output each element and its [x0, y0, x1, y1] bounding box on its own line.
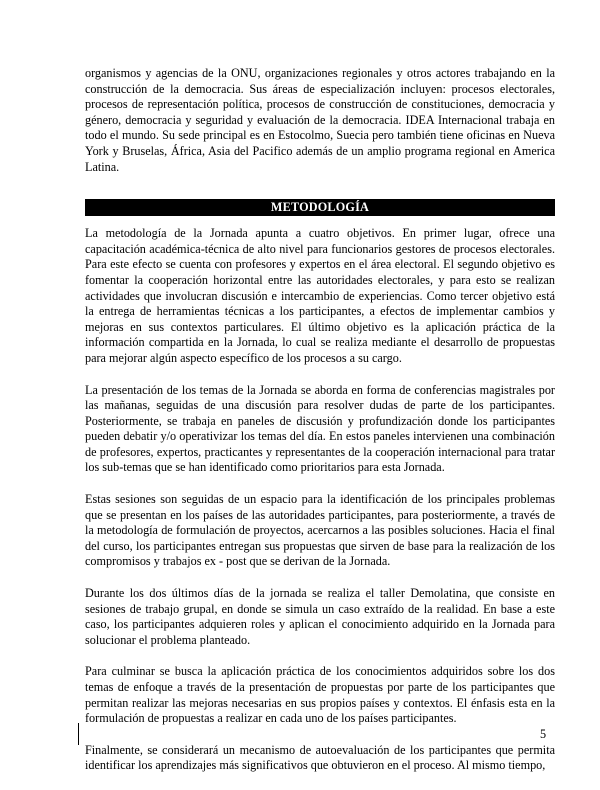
page-number: 5 — [540, 727, 547, 741]
paragraph-workshop: Durante los dos últimos días de la jornada se realiza el taller Demolatina, que consiste en sesiones de trabajo grupal, en donde se simula un caso extraído de la realidad. En base a este caso, los participantes adquieren roles y aplican el conocimiento adquirido en la Jornada para solucionar el problema planteado. — [85, 586, 555, 647]
paragraph-final: Finalmente, se considerará un mecanismo de autoevaluación de los participantes que permita identificar los aprendizajes más significativos que obtuvieron en el proceso. Al mismo tiempo, — [85, 742, 555, 773]
section-title: METODOLOGÍA — [270, 200, 370, 215]
paragraph-culmination: Para culminar se busca la aplicación práctica de los conocimientos adquiridos sobre los dos temas de enfoque a través de la presentación de propuestas por parte de los participantes que permitan realizar las mejoras necesarias en sus propios países y contextos. El énfasis esta en la formulación de propuestas a realizar en cada uno de los países participantes. — [85, 664, 555, 726]
paragraph-presentation: La presentación de los temas de la Jornada se aborda en forma de conferencias magistrales por las mañanas, seguidas de una discusión para resolver dudas de parte de los participantes. Posteriormente, se trabaja en paneles de discusión y profundización donde los participantes pueden debatir y/o operativizar los temas del día. En estos paneles intervienen una combinación de profesores, expertos, practicantes y representantes de la cooperación internacional para tratar los sub-temas que se han identificado como prioritarios para esta Jornada. — [85, 382, 555, 475]
document-body — [85, 66, 555, 790]
paragraph-sessions: Estas sesiones son seguidas de un espacio para la identificación de los principales problemas que se presentan en los países de las autoridades participantes, para posteriormente, a través de la metodología de formulación de proyectos, acercarnos a las posibles soluciones. Hacia el final del curso, los participantes entregan sus propuestas que sirven de base para la realización de los compromisos y trabajos ex - post que se derivan de la Jornada. — [85, 492, 555, 569]
margin-change-bar — [78, 723, 79, 745]
paragraph-objectives: La metodología de la Jornada apunta a cuatro objetivos. En primer lugar, ofrece una capacitación académica-técnica de alto nivel para funcionarios gestores de procesos electorales. Para este efecto se cuenta con profesores y expertos en el área electoral. El segundo objetivo es fomentar la cooperación horizontal entre las autoridades electorales, y para esto se realizan actividades que involucran discusión e intercambio de experiencias. Como tercer objetivo está la entrega de herramientas técnicas a los participantes, a efectos de implementar cambios y mejoras en sus contextos particulares. El último objetivo es la aplicación práctica de la información compartida en la Jornada, lo cual se realiza mediante el desarrollo de propuestas para mejorar algún aspecto específico de los procesos a su cargo. — [85, 226, 555, 365]
intro-paragraph: organismos y agencias de la ONU, organizaciones regionales y otros actores trabajando en la construcción de la democracia. Sus áreas de especialización incluyen: procesos electorales, procesos de representación política, procesos de construcción de constituciones, democracia y género, democracia y seguridad y evaluación de la democracia. IDEA Internacional trabaja en todo el mundo. Su sede principal es en Estocolmo, Suecia pero también tiene oficinas en Nueva York y Bruselas, África, Asia del Pacifico además de un amplio programa regional en America Latina. — [85, 66, 555, 174]
section-title-bar — [85, 199, 555, 216]
